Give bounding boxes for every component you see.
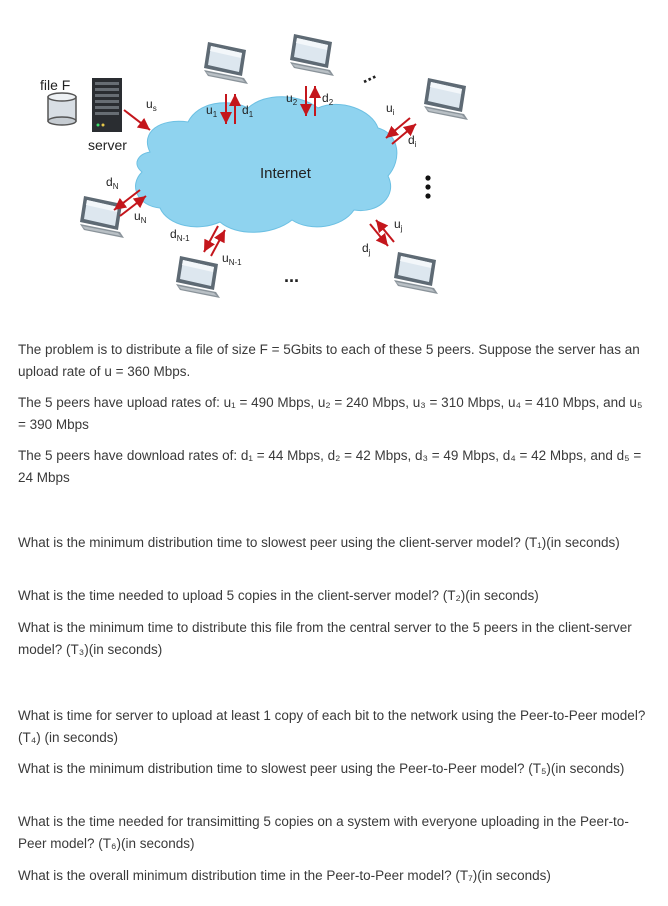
question-t6: What is the time needed for transimitting 5 copies on a system with everyone uploading in the Peer-to-Peer model? (T₆)(in seconds): [18, 814, 629, 851]
ellipsis-bottom: ...: [284, 266, 300, 286]
network-diagram: [0, 0, 480, 310]
question-t5: What is the minimum distribution time to slowest peer using the Peer-to-Peer model? (T₅)(in seconds): [18, 761, 625, 776]
question-t3: What is the minimum time to distribute this file from the central server to the 5 peers in the client-server model? (T₃)(in seconds): [18, 620, 632, 657]
peer-n-upload-arrow: [120, 196, 146, 216]
label-uN: $u_N$: [134, 209, 147, 225]
ellipsis-right: [425, 175, 430, 198]
server-upload-arrow: [124, 110, 150, 130]
peer-1-computer-icon: [204, 42, 248, 84]
peer-j-upload-arrow: [370, 224, 388, 246]
label-u1: $u_1$: [206, 103, 218, 119]
label-us: $u_s$: [146, 97, 157, 113]
peer-2-computer-icon: [290, 34, 334, 76]
cloud-label: Internet: [260, 165, 311, 182]
problem-upload-rates: The 5 peers have upload rates of: u₁ = 490 Mbps, u₂ = 240 Mbps, u₃ = 310 Mbps, u₄ = 410 Mbps, and u₅ = 390 Mbps: [18, 395, 643, 432]
database-icon: [48, 93, 76, 125]
question-t2: What is the time needed to upload 5 copies in the client-server model? (T₂)(in seconds): [18, 588, 539, 603]
peer-i-computer-icon: [424, 78, 468, 120]
question-t1: What is the minimum distribution time to slowest peer using the client-server model? (T₁)(in seconds): [18, 535, 620, 550]
file-label: file F: [40, 77, 71, 93]
label-d2: $d_2$: [322, 91, 334, 107]
label-d1: $d_1$: [242, 103, 254, 119]
problem-intro: The problem is to distribute a file of size F = 5Gbits to each of these 5 peers. Suppose the server has an upload rate of u = 360 Mbps.: [18, 342, 640, 379]
label-dj: $d_j$: [362, 241, 371, 257]
question-t7: What is the overall minimum distribution time in the Peer-to-Peer model? (T₇)(in seconds): [18, 868, 551, 883]
peer-n-download-arrow: [114, 190, 140, 210]
label-ui: $u_i$: [386, 101, 395, 117]
label-uj: $u_j$: [394, 217, 403, 233]
label-dN1: $d_{N-1}$: [170, 227, 190, 243]
label-u2: $u_2$: [286, 91, 298, 107]
question-t4: What is time for server to upload at least 1 copy of each bit to the network using the Peer-to-Peer model? (T₄) (in seconds): [18, 708, 646, 745]
server-label: server: [88, 137, 127, 153]
peer-i-upload-arrow: [386, 118, 410, 138]
server-icon: [92, 78, 122, 132]
peer-j-computer-icon: [394, 252, 438, 294]
peer-n-minus-1-computer-icon: [176, 256, 220, 298]
problem-download-rates: The 5 peers have download rates of: d₁ = 44 Mbps, d₂ = 42 Mbps, d₃ = 49 Mbps, d₄ = 42 Mbps, and d₅ = 24 Mbps: [18, 448, 642, 485]
peer-j-download-arrow: [376, 220, 394, 242]
label-dN: $d_N$: [106, 175, 119, 191]
peer-n-computer-icon: [80, 196, 124, 238]
label-di: $d_i$: [408, 133, 417, 149]
ellipsis-top: ...: [356, 62, 379, 88]
label-uN1: $u_{N-1}$: [222, 251, 242, 267]
